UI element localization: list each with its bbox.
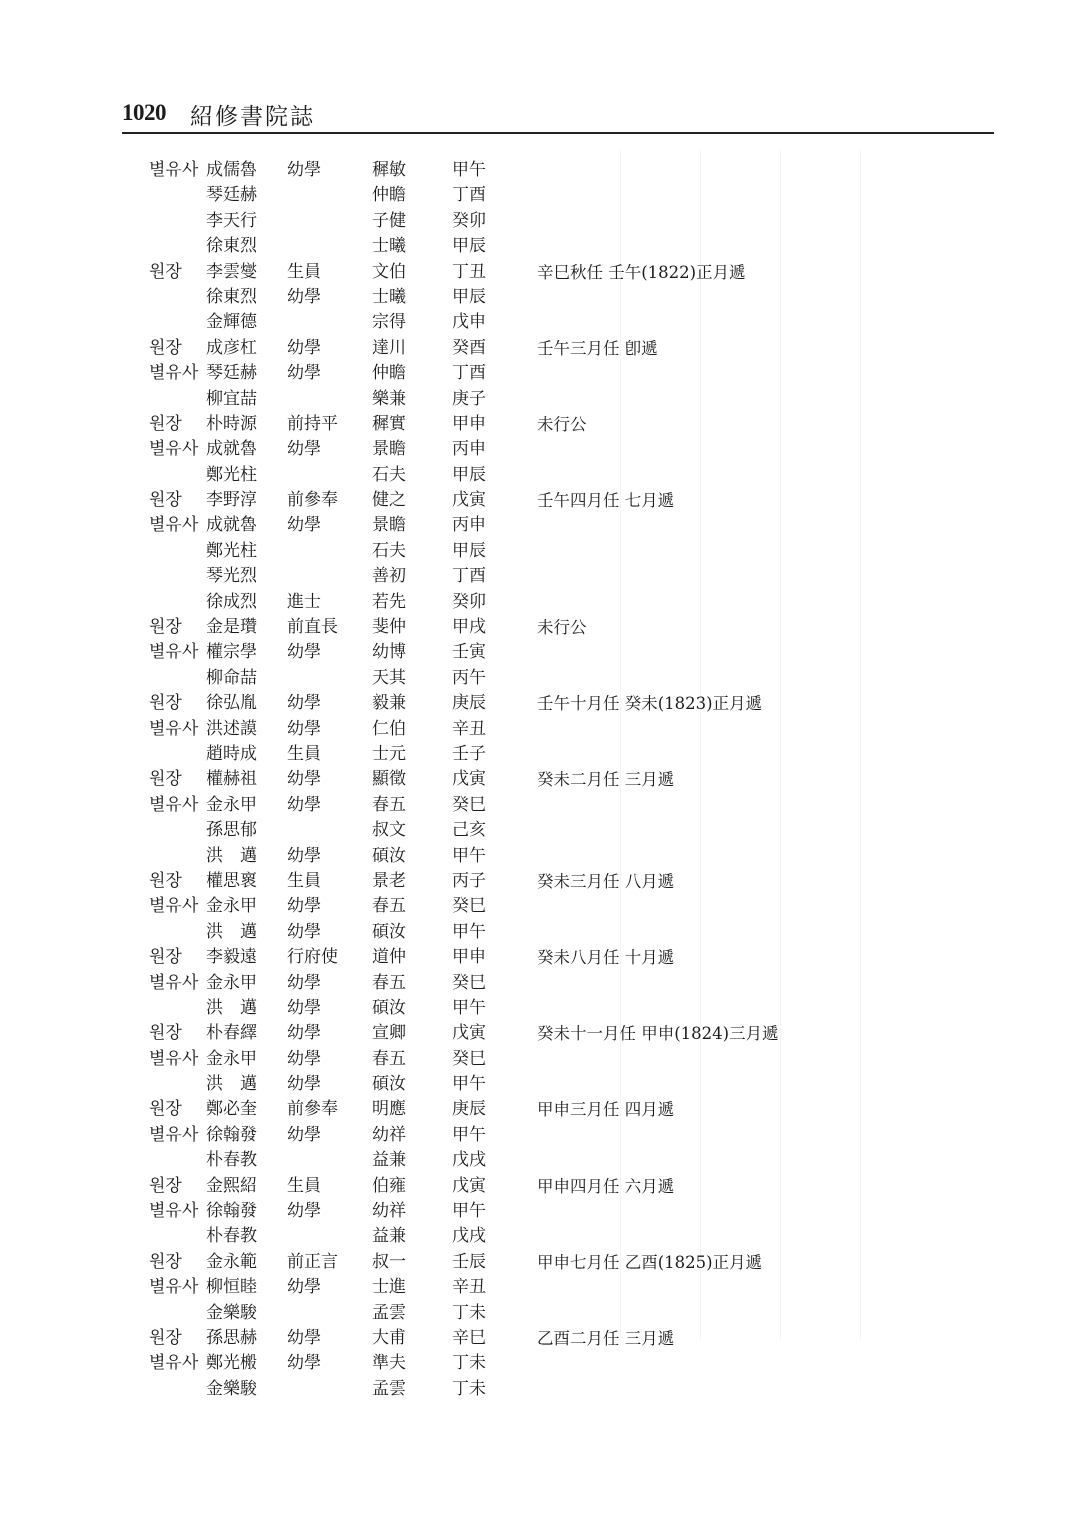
- list-item: [0, 844, 1075, 869]
- role-label: 원장: [149, 693, 182, 714]
- person-name: 李雲燮: [206, 261, 257, 282]
- person-name: 李天行: [206, 210, 257, 231]
- courtesy-name: 文伯: [372, 261, 406, 282]
- person-name: 鄭光㮽: [206, 1353, 257, 1374]
- person-name: 徐翰發: [206, 1124, 257, 1145]
- birth-year: 甲午: [452, 160, 486, 180]
- birth-year: 戊戌: [452, 1150, 486, 1171]
- list-item: [0, 742, 1075, 767]
- person-name: 金永範: [206, 1251, 257, 1272]
- courtesy-name: 穉實: [372, 413, 406, 434]
- person-name: 金熙紹: [206, 1175, 257, 1196]
- list-item: [0, 488, 1075, 513]
- birth-year: 癸巳: [452, 1048, 486, 1069]
- birth-year: 癸卯: [452, 210, 486, 231]
- person-name: 琴廷赫: [206, 363, 257, 384]
- birth-year: 丙申: [452, 439, 486, 460]
- role-label: 별유사: [149, 794, 199, 815]
- tenure-note: 未行公: [537, 618, 587, 638]
- person-name: 柳命喆: [206, 667, 257, 688]
- person-name: 成儒魯: [206, 160, 257, 180]
- courtesy-name: 若先: [372, 591, 406, 612]
- person-status: 生員: [287, 1175, 321, 1196]
- birth-year: 甲午: [452, 845, 486, 866]
- role-label: 원장: [149, 337, 182, 358]
- birth-year: 戊戌: [452, 1226, 486, 1247]
- list-item: [0, 767, 1075, 792]
- list-item: [0, 793, 1075, 818]
- list-item: [0, 183, 1075, 208]
- person-name: 朴春繹: [206, 1023, 257, 1044]
- list-item: [0, 945, 1075, 970]
- birth-year: 辛巳: [452, 1327, 486, 1348]
- birth-year: 壬辰: [452, 1251, 486, 1272]
- list-item: [0, 1072, 1075, 1097]
- list-item: [0, 234, 1075, 259]
- page-header: [122, 98, 994, 134]
- birth-year: 丙子: [452, 870, 486, 891]
- person-status: 幼學: [287, 363, 321, 384]
- person-name: 金永甲: [206, 794, 257, 815]
- tenure-note: 癸未八月任 十月遞: [537, 948, 675, 968]
- person-name: 成就魯: [206, 439, 257, 460]
- courtesy-name: 幼博: [372, 642, 406, 663]
- birth-year: 甲午: [452, 921, 486, 942]
- courtesy-name: 景瞻: [372, 439, 406, 460]
- tenure-note: 甲申四月任 六月遞: [537, 1176, 675, 1196]
- list-item: [0, 1275, 1075, 1300]
- person-status: 幼學: [287, 769, 321, 790]
- list-item: [0, 1351, 1075, 1376]
- role-label: 원장: [149, 490, 182, 511]
- birth-year: 戊寅: [452, 490, 486, 511]
- role-label: 원장: [149, 1175, 182, 1196]
- courtesy-name: 斐仲: [372, 617, 406, 638]
- birth-year: 丁丑: [452, 261, 486, 282]
- person-name: 柳宜喆: [206, 388, 257, 409]
- role-label: 별유사: [149, 718, 199, 739]
- list-item: [0, 640, 1075, 665]
- birth-year: 甲午: [452, 1124, 486, 1145]
- tenure-note: 癸未十一月任 甲申(1824)三月遞: [537, 1024, 779, 1044]
- birth-year: 甲午: [452, 1074, 486, 1095]
- person-name: 徐東烈: [206, 236, 257, 257]
- list-item: [0, 1021, 1075, 1046]
- tenure-note: 辛巳秋任 壬午(1822)正月遞: [537, 262, 746, 282]
- person-name: 徐成烈: [206, 591, 257, 612]
- page-number: 1020: [122, 100, 166, 125]
- courtesy-name: 達川: [372, 337, 406, 358]
- header-rule: [122, 132, 994, 134]
- person-name: 徐東烈: [206, 286, 257, 307]
- courtesy-name: 伯雍: [372, 1175, 406, 1196]
- tenure-note: 癸未二月任 三月遞: [537, 770, 675, 790]
- person-name: 朴春教: [206, 1150, 257, 1171]
- person-status: 幼學: [287, 1023, 321, 1044]
- list-item: [0, 209, 1075, 234]
- person-name: 琴光烈: [206, 566, 257, 587]
- list-item: [0, 920, 1075, 945]
- birth-year: 甲午: [452, 1201, 486, 1222]
- role-label: 별유사: [149, 896, 199, 917]
- courtesy-name: 士進: [372, 1277, 406, 1298]
- person-status: 生員: [287, 261, 321, 282]
- courtesy-name: 幼祥: [372, 1124, 406, 1145]
- birth-year: 丁未: [452, 1353, 486, 1374]
- person-name: 權思褱: [206, 870, 257, 891]
- birth-year: 丁酉: [452, 363, 486, 384]
- tenure-note: 乙酉二月任 三月遞: [537, 1328, 675, 1348]
- list-item: [0, 1199, 1075, 1224]
- person-name: 洪 邁: [206, 997, 257, 1018]
- courtesy-name: 樂兼: [372, 388, 406, 409]
- courtesy-name: 叔文: [372, 820, 406, 841]
- list-item: [0, 666, 1075, 691]
- courtesy-name: 幼祥: [372, 1201, 406, 1222]
- role-label: 별유사: [149, 363, 199, 384]
- courtesy-name: 健之: [372, 490, 406, 511]
- person-status: 前參奉: [287, 1099, 338, 1120]
- person-name: 洪 邁: [206, 1074, 257, 1095]
- list-item: [0, 336, 1075, 361]
- courtesy-name: 春五: [372, 972, 406, 993]
- role-label: 별유사: [149, 642, 199, 663]
- person-name: 李野淳: [206, 490, 257, 511]
- birth-year: 庚辰: [452, 693, 486, 714]
- person-status: 生員: [287, 743, 321, 764]
- person-status: 幼學: [287, 921, 321, 942]
- birth-year: 壬寅: [452, 642, 486, 663]
- birth-year: 戊寅: [452, 1175, 486, 1196]
- list-item: [0, 1174, 1075, 1199]
- list-item: [0, 590, 1075, 615]
- birth-year: 甲辰: [452, 236, 486, 257]
- list-item: [0, 285, 1075, 310]
- birth-year: 己亥: [452, 820, 486, 841]
- role-label: 별유사: [149, 439, 199, 460]
- tenure-note: 壬午三月任 卽遞: [537, 338, 658, 358]
- role-label: 원장: [149, 413, 182, 434]
- person-status: 幼學: [287, 1074, 321, 1095]
- list-item: [0, 463, 1075, 488]
- person-status: 幼學: [287, 1277, 321, 1298]
- list-item: [0, 158, 1075, 183]
- list-item: [0, 971, 1075, 996]
- role-label: 별유사: [149, 1048, 199, 1069]
- courtesy-name: 天其: [372, 667, 406, 688]
- role-label: 원장: [149, 1251, 182, 1272]
- courtesy-name: 春五: [372, 896, 406, 917]
- person-status: 幼學: [287, 286, 321, 307]
- courtesy-name: 春五: [372, 1048, 406, 1069]
- person-status: 幼學: [287, 1048, 321, 1069]
- courtesy-name: 仲瞻: [372, 185, 406, 206]
- person-name: 金永甲: [206, 1048, 257, 1069]
- person-status: 幼學: [287, 896, 321, 917]
- role-label: 원장: [149, 617, 182, 638]
- list-item: [0, 1377, 1075, 1402]
- birth-year: 癸巳: [452, 972, 486, 993]
- courtesy-name: 仲瞻: [372, 363, 406, 384]
- role-label: 별유사: [149, 1124, 199, 1145]
- courtesy-name: 孟雲: [372, 1378, 406, 1399]
- courtesy-name: 益兼: [372, 1150, 406, 1171]
- list-item: [0, 818, 1075, 843]
- role-label: 별유사: [149, 1277, 199, 1298]
- birth-year: 甲申: [452, 413, 486, 434]
- courtesy-name: 善初: [372, 566, 406, 587]
- person-name: 權赫祖: [206, 769, 257, 790]
- birth-year: 丁未: [452, 1302, 486, 1323]
- birth-year: 戊寅: [452, 1023, 486, 1044]
- list-item: [0, 387, 1075, 412]
- person-name: 趙時成: [206, 743, 257, 764]
- birth-year: 甲午: [452, 997, 486, 1018]
- person-status: 幼學: [287, 997, 321, 1018]
- tenure-note: 癸未三月任 八月遞: [537, 871, 675, 891]
- person-status: 前參奉: [287, 490, 338, 511]
- person-name: 李毅遠: [206, 947, 257, 968]
- birth-year: 癸酉: [452, 337, 486, 358]
- list-item: [0, 996, 1075, 1021]
- person-status: 幼學: [287, 160, 321, 180]
- courtesy-name: 碩汝: [372, 1074, 406, 1095]
- role-label: 원장: [149, 1099, 182, 1120]
- list-item: [0, 513, 1075, 538]
- courtesy-name: 孟雲: [372, 1302, 406, 1323]
- person-name: 金輝德: [206, 312, 257, 333]
- role-label: 별유사: [149, 1201, 199, 1222]
- person-status: 幼學: [287, 439, 321, 460]
- list-item: [0, 437, 1075, 462]
- person-status: 進士: [287, 591, 321, 612]
- list-item: [0, 1301, 1075, 1326]
- role-label: 원장: [149, 1327, 182, 1348]
- person-status: 幼學: [287, 1201, 321, 1222]
- person-status: 幼學: [287, 718, 321, 739]
- courtesy-name: 景老: [372, 870, 406, 891]
- courtesy-name: 石夫: [372, 464, 406, 485]
- person-status: 幼學: [287, 337, 321, 358]
- list-item: [0, 564, 1075, 589]
- birth-year: 甲申: [452, 947, 486, 968]
- list-item: [0, 1047, 1075, 1072]
- person-name: 成彦杠: [206, 337, 257, 358]
- courtesy-name: 碩汝: [372, 997, 406, 1018]
- person-name: 鄭光柱: [206, 464, 257, 485]
- list-item: [0, 1250, 1075, 1275]
- tenure-note: 甲申三月任 四月遞: [537, 1100, 675, 1120]
- person-status: 生員: [287, 870, 321, 891]
- role-label: 별유사: [149, 972, 199, 993]
- courtesy-name: 叔一: [372, 1251, 406, 1272]
- person-name: 成就魯: [206, 515, 257, 536]
- courtesy-name: 道仲: [372, 947, 406, 968]
- person-name: 徐弘胤: [206, 693, 257, 714]
- officer-list: [0, 158, 1075, 1402]
- birth-year: 丙申: [452, 515, 486, 536]
- role-label: 원장: [149, 947, 182, 968]
- person-status: 幼學: [287, 972, 321, 993]
- person-name: 鄭光柱: [206, 540, 257, 561]
- tenure-note: 壬午十月任 癸未(1823)正月遞: [537, 694, 763, 714]
- birth-year: 丁酉: [452, 185, 486, 206]
- person-status: 幼學: [287, 642, 321, 663]
- person-name: 徐翰發: [206, 1201, 257, 1222]
- birth-year: 丙午: [452, 667, 486, 688]
- list-item: [0, 1097, 1075, 1122]
- list-item: [0, 1224, 1075, 1249]
- birth-year: 丁未: [452, 1378, 486, 1399]
- person-status: 幼學: [287, 845, 321, 866]
- role-label: 원장: [149, 1023, 182, 1044]
- tenure-note: 甲申七月任 乙酉(1825)正月遞: [537, 1252, 763, 1272]
- birth-year: 戊寅: [452, 769, 486, 790]
- person-name: 朴時源: [206, 413, 257, 434]
- courtesy-name: 毅兼: [372, 693, 406, 714]
- courtesy-name: 穉敏: [372, 160, 406, 180]
- person-name: 金樂駿: [206, 1302, 257, 1323]
- courtesy-name: 宗得: [372, 312, 406, 333]
- person-status: 幼學: [287, 794, 321, 815]
- list-item: [0, 717, 1075, 742]
- person-status: 前持平: [287, 413, 338, 434]
- person-name: 金永甲: [206, 972, 257, 993]
- person-name: 洪述謨: [206, 718, 257, 739]
- courtesy-name: 碩汝: [372, 845, 406, 866]
- courtesy-name: 顯徵: [372, 769, 406, 790]
- courtesy-name: 子健: [372, 210, 406, 231]
- tenure-note: 壬午四月任 七月遞: [537, 491, 675, 511]
- person-name: 孫思郁: [206, 820, 257, 841]
- role-label: 별유사: [149, 1353, 199, 1374]
- role-label: 원장: [149, 261, 182, 282]
- birth-year: 戊申: [452, 312, 486, 333]
- list-item: [0, 1123, 1075, 1148]
- role-label: 원장: [149, 769, 182, 790]
- birth-year: 辛丑: [452, 718, 486, 739]
- courtesy-name: 景瞻: [372, 515, 406, 536]
- birth-year: 丁酉: [452, 566, 486, 587]
- person-name: 鄭必奎: [206, 1099, 257, 1120]
- person-status: 幼學: [287, 515, 321, 536]
- person-name: 琴廷赫: [206, 185, 257, 206]
- courtesy-name: 準夫: [372, 1353, 406, 1374]
- list-item: [0, 1326, 1075, 1351]
- person-status: 前直長: [287, 617, 338, 638]
- birth-year: 甲辰: [452, 286, 486, 307]
- list-item: [0, 260, 1075, 285]
- birth-year: 庚辰: [452, 1099, 486, 1120]
- courtesy-name: 益兼: [372, 1226, 406, 1247]
- courtesy-name: 碩汝: [372, 921, 406, 942]
- courtesy-name: 士曦: [372, 236, 406, 257]
- birth-year: 癸巳: [452, 794, 486, 815]
- person-status: 幼學: [287, 693, 321, 714]
- role-label: 별유사: [149, 160, 199, 180]
- courtesy-name: 士元: [372, 743, 406, 764]
- person-name: 洪 邁: [206, 845, 257, 866]
- birth-year: 癸巳: [452, 896, 486, 917]
- birth-year: 壬子: [452, 743, 486, 764]
- birth-year: 甲辰: [452, 540, 486, 561]
- tenure-note: 未行公: [537, 414, 587, 434]
- role-label: 원장: [149, 870, 182, 891]
- role-label: 별유사: [149, 515, 199, 536]
- list-item: [0, 539, 1075, 564]
- birth-year: 甲辰: [452, 464, 486, 485]
- list-item: [0, 869, 1075, 894]
- birth-year: 甲戌: [452, 617, 486, 638]
- courtesy-name: 宣卿: [372, 1023, 406, 1044]
- list-item: [0, 1148, 1075, 1173]
- person-status: 幼學: [287, 1124, 321, 1145]
- list-item: [0, 894, 1075, 919]
- list-item: [0, 691, 1075, 716]
- birth-year: 癸卯: [452, 591, 486, 612]
- list-item: [0, 310, 1075, 335]
- person-name: 朴春教: [206, 1226, 257, 1247]
- person-name: 孫思赫: [206, 1327, 257, 1348]
- person-status: 前正言: [287, 1251, 338, 1272]
- list-item: [0, 412, 1075, 437]
- courtesy-name: 大甫: [372, 1327, 406, 1348]
- person-name: 金永甲: [206, 896, 257, 917]
- list-item: [0, 361, 1075, 386]
- person-status: 行府使: [287, 947, 338, 968]
- book-title: 紹修書院誌: [190, 104, 315, 130]
- person-name: 金是瓚: [206, 617, 257, 638]
- person-name: 權宗學: [206, 642, 257, 663]
- courtesy-name: 士曦: [372, 286, 406, 307]
- person-name: 金樂駿: [206, 1378, 257, 1399]
- person-name: 洪 邁: [206, 921, 257, 942]
- person-name: 柳恒睦: [206, 1277, 257, 1298]
- person-status: 幼學: [287, 1327, 321, 1348]
- courtesy-name: 石夫: [372, 540, 406, 561]
- birth-year: 庚子: [452, 388, 486, 409]
- courtesy-name: 春五: [372, 794, 406, 815]
- courtesy-name: 明應: [372, 1099, 406, 1120]
- birth-year: 辛丑: [452, 1277, 486, 1298]
- courtesy-name: 仁伯: [372, 718, 406, 739]
- list-item: [0, 615, 1075, 640]
- person-status: 幼學: [287, 1353, 321, 1374]
